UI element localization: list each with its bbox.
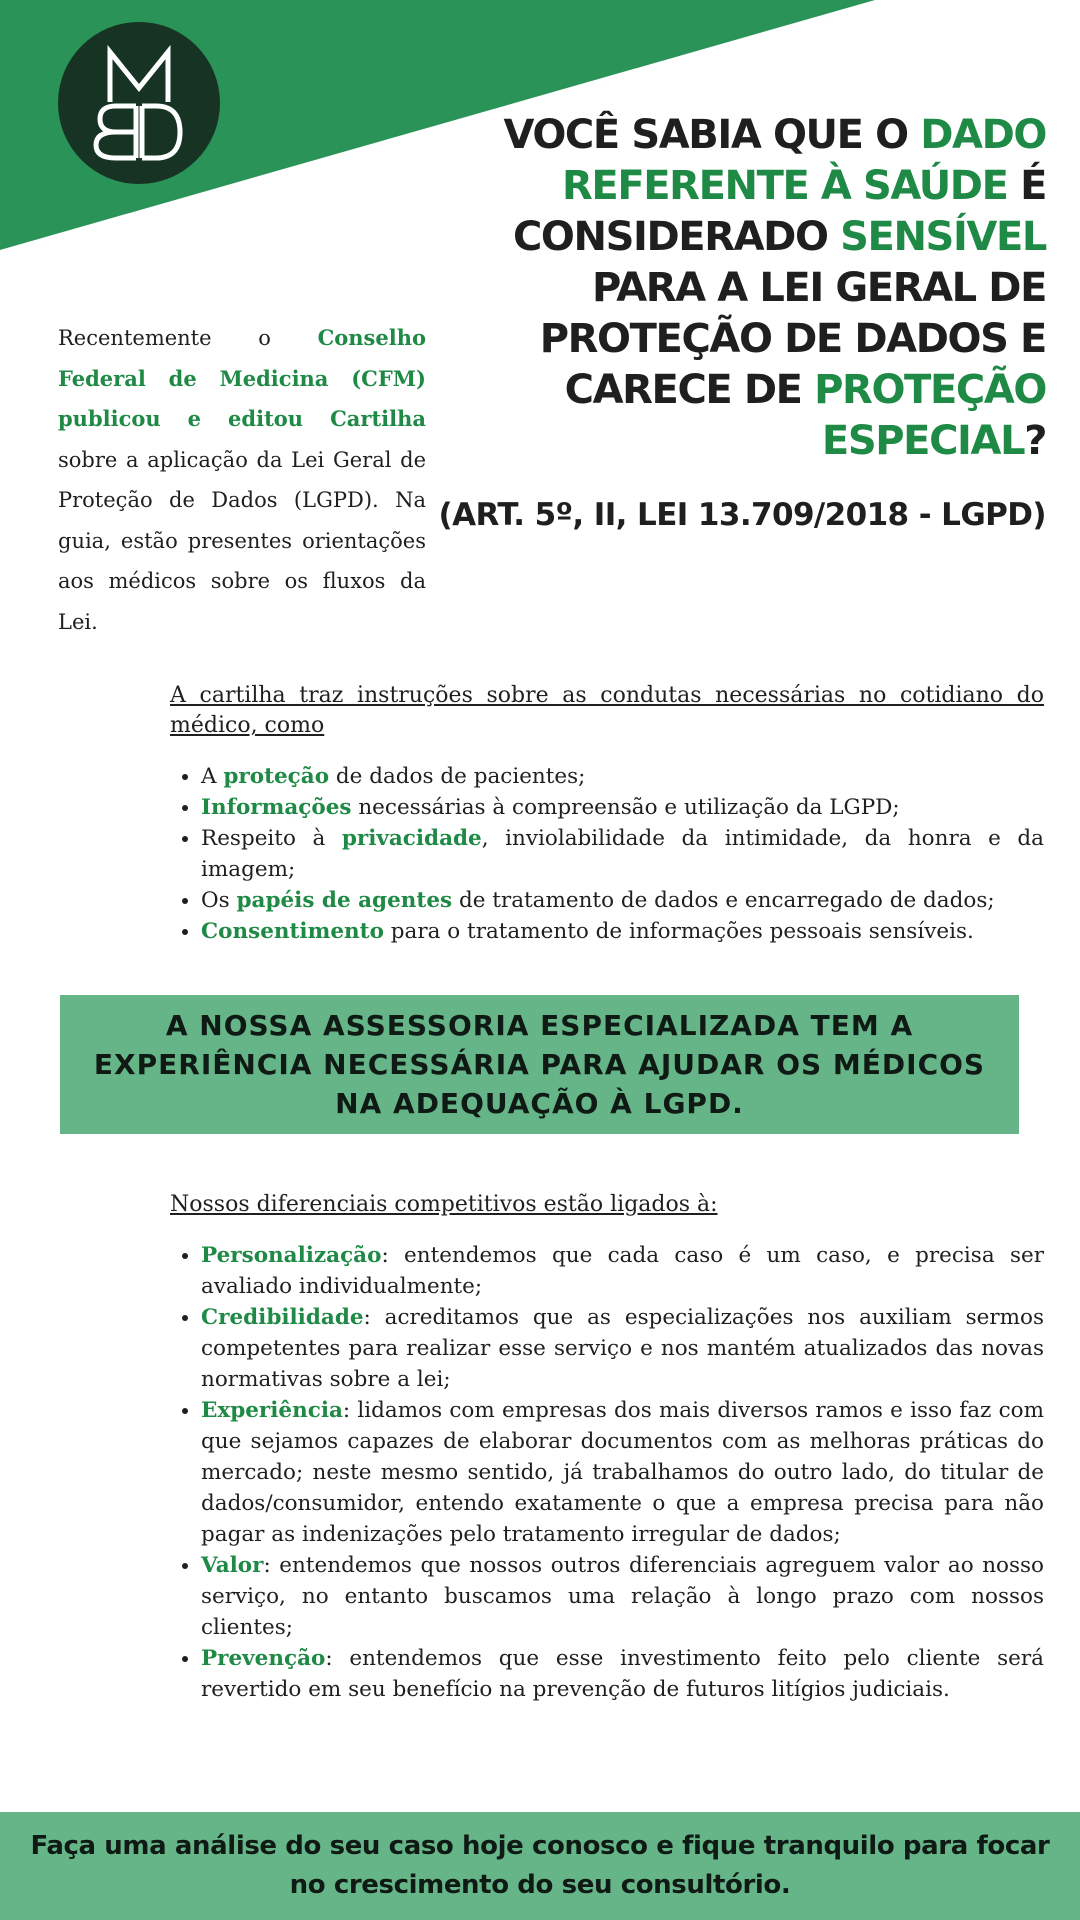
item-text: necessárias à compreensão e utilização da LGPD; (351, 795, 900, 820)
cartilha-section (170, 681, 1044, 947)
item-text: : lidamos com empresas dos mais diversos ramos e isso faz com que sejamos capazes de elaborar documentos com as melhoras práticas do mercado; neste mesmo sentido, já trabalhamos do outro lado, do titular de dados/consumidor, entendo exatamente o que a empresa precisa para não pagar as indenizações pelo tratamento irregular de dados; (201, 1398, 1044, 1547)
list-item (201, 761, 1044, 792)
item-term: privacidade (341, 826, 482, 851)
headline-part: VOCÊ SABIA QUE O (503, 112, 921, 158)
item-prefix: Respeito à (201, 826, 342, 851)
item-term: Valor (201, 1553, 264, 1578)
intro-text: sobre a aplicação da Lei Geral de Proteção de Dados (LGPD). Na guia, estão presentes orientações aos médicos sobre os fluxos da Lei. (58, 447, 426, 634)
item-text: de tratamento de dados e encarregado de dados; (452, 888, 995, 913)
section-title: Nossos diferenciais competitivos estão ligados à: (170, 1192, 718, 1217)
list-item (201, 823, 1044, 885)
section-title: A cartilha traz instruções sobre as condutas necessárias no cotidiano do médico, como (170, 683, 1044, 738)
item-term: papéis de agentes (236, 888, 453, 913)
item-text: de dados de pacientes; (329, 764, 586, 789)
footer-cta (0, 1812, 1080, 1920)
item-text: : entendemos que nossos outros diferenciais agreguem valor ao nosso serviço, no entanto buscamos uma relação à longo prazo com nossos clientes; (201, 1553, 1044, 1640)
headline-part: ? (1024, 418, 1046, 464)
logo-monogram-icon (58, 22, 220, 184)
item-text: para o tratamento de informações pessoais sensíveis. (383, 919, 974, 944)
list-item (201, 916, 1044, 947)
intro-highlight: Conselho Federal de Medicina (CFM) publicou e editou Cartilha (58, 325, 426, 431)
item-term: Credibilidade (201, 1305, 364, 1330)
headline-highlight: DADO REFERENTE À SAÚDE (562, 112, 1046, 209)
list-item (201, 1302, 1044, 1395)
list-item (201, 1643, 1044, 1705)
assessoria-banner (60, 995, 1019, 1134)
item-term: Prevenção (201, 1646, 326, 1671)
diferenciais-list (170, 1240, 1044, 1705)
intro-text: Recentemente o (58, 326, 318, 350)
headline-highlight: PROTEÇÃO ESPECIAL (814, 367, 1046, 464)
diferenciais-section (170, 1190, 1044, 1705)
list-item (201, 1395, 1044, 1550)
item-text: : entendemos que esse investimento feito pelo cliente será revertido em seu benefício na prevenção de futuros litígios judiciais. (201, 1646, 1044, 1702)
brand-logo (58, 22, 220, 184)
item-term: Consentimento (201, 919, 384, 944)
item-text: : entendemos que cada caso é um caso, e precisa ser avaliado individualmente; (201, 1243, 1044, 1299)
item-text: , inviolabilidade da intimidade, da honra e da imagem; (201, 826, 1044, 882)
list-item (201, 1550, 1044, 1643)
item-term: proteção (223, 764, 330, 789)
list-item (201, 792, 1044, 823)
intro-paragraph (58, 318, 426, 642)
item-term: Informações (201, 795, 352, 820)
item-term: Experiência (201, 1398, 343, 1423)
headline-highlight: SENSÍVEL (840, 214, 1046, 260)
headline-part: PARA A LEI GERAL DE PROTEÇÃO DE DADOS E CARECE DE (539, 265, 1046, 413)
item-term: Personalização (201, 1243, 382, 1268)
list-item (201, 1240, 1044, 1302)
article-reference: (ART. 5º, II, LEI 13.709/2018 - LGPD) (438, 497, 1046, 533)
banner-text: A NOSSA ASSESSORIA ESPECIALIZADA TEM A EXPERIÊNCIA NECESSÁRIA PARA AJUDAR OS MÉDICOS NA ADEQUAÇÃO À LGPD. (93, 1009, 986, 1120)
item-prefix: A (201, 764, 224, 789)
list-item (201, 885, 1044, 916)
headline-part: É CONSIDERADO (512, 163, 1046, 260)
headline (446, 110, 1046, 467)
cartilha-list (170, 761, 1044, 947)
footer-text: Faça uma análise do seu caso hoje conosco e fique tranquilo para focar no crescimento do seu consultório. (30, 1831, 1050, 1900)
item-prefix: Os (201, 888, 237, 913)
item-text: : acreditamos que as especializações nos auxiliam sermos competentes para realizar esse serviço e nos mantém atualizados das novas normativas sobre a lei; (201, 1305, 1044, 1392)
